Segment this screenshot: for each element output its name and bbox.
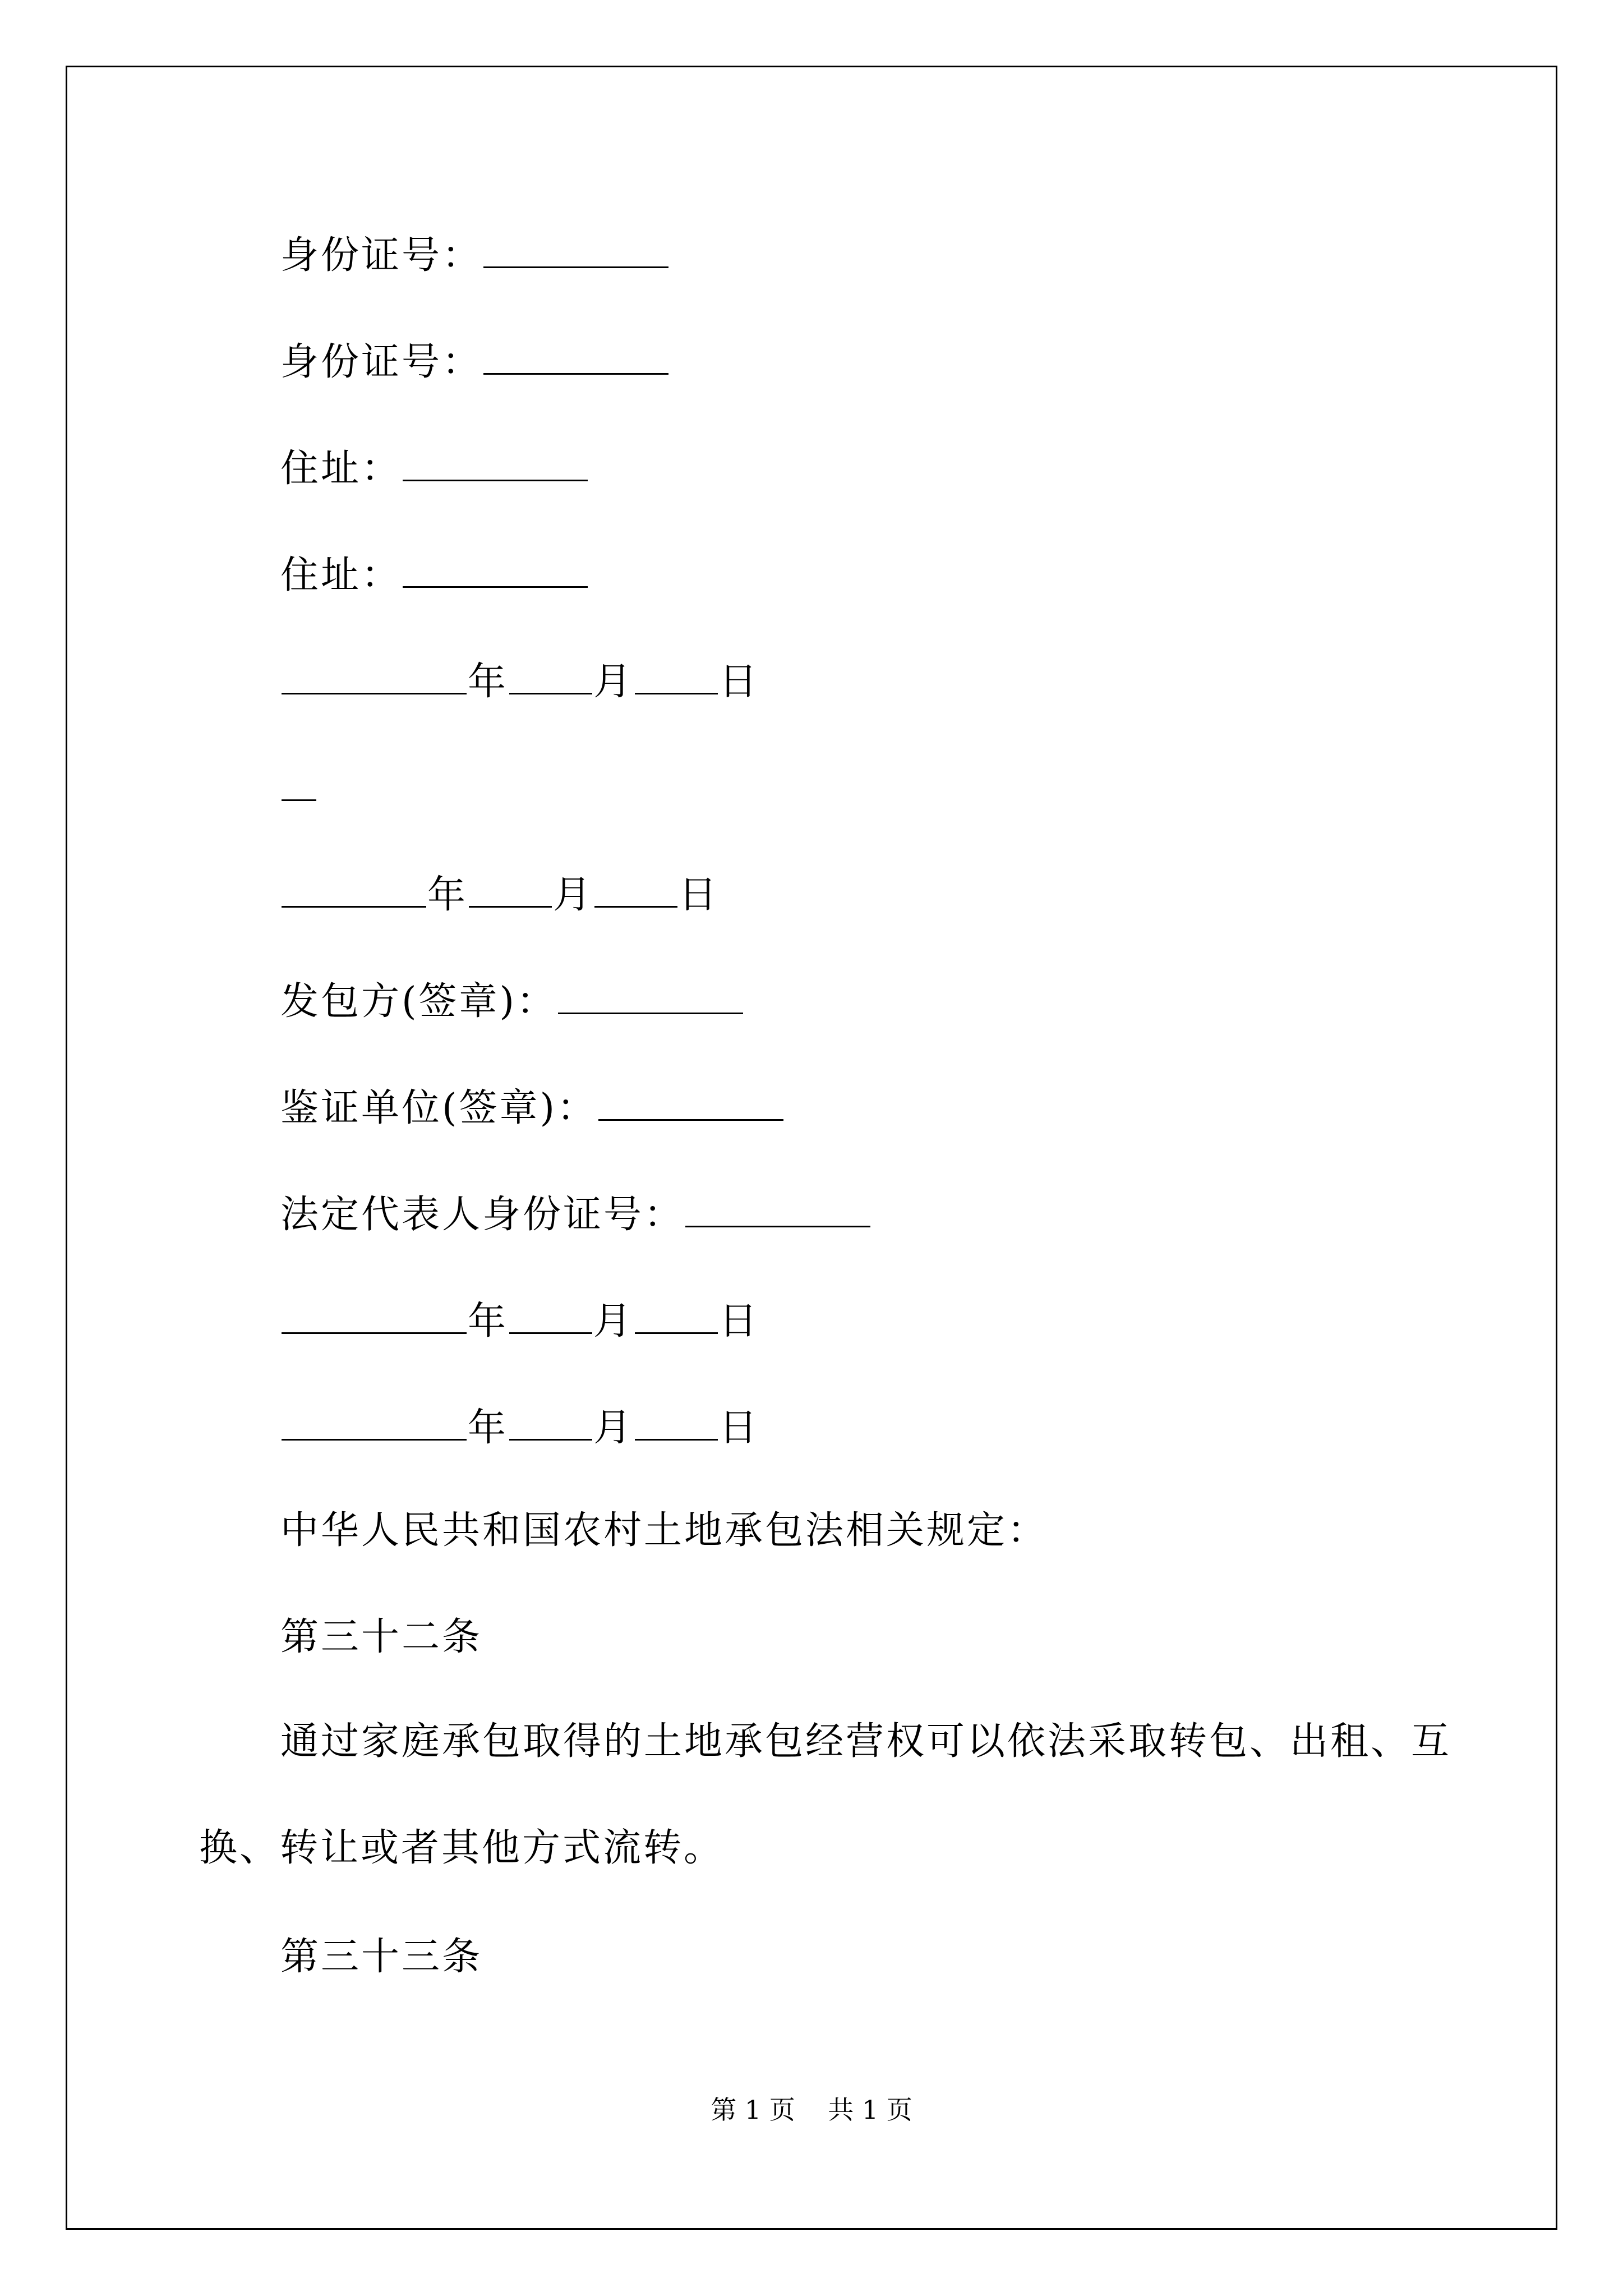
stray-blank[interactable]: [282, 766, 316, 801]
month-label: 月: [553, 873, 594, 917]
id-number-blank-1[interactable]: [483, 233, 668, 268]
id-number-label-1: 身份证号：: [280, 233, 483, 278]
article-32-text: 通过家庭承包取得的土地承包经营权可以依法采取转包、出租、互换、转让或者其他方式流转。: [199, 1719, 1452, 1870]
date-line-3: [280, 1299, 759, 1341]
day-blank[interactable]: [635, 659, 718, 694]
day-blank[interactable]: [635, 1405, 718, 1441]
date-line-1: [280, 659, 760, 704]
month-blank[interactable]: [509, 659, 592, 694]
article-33-heading: 第三十三条: [280, 1935, 483, 1979]
month-blank[interactable]: [509, 1405, 592, 1441]
address-blank-1[interactable]: [403, 446, 588, 481]
day-label: 日: [679, 873, 720, 917]
legal-rep-id-blank[interactable]: [685, 1192, 870, 1227]
stray-blank-line: [280, 766, 317, 808]
day-blank[interactable]: [594, 872, 677, 908]
year-blank[interactable]: [282, 1299, 467, 1334]
page-number-footer: 第 1 页 共 1 页: [711, 2095, 912, 2125]
year-blank[interactable]: [282, 1405, 467, 1441]
id-number-line-1: [280, 233, 670, 278]
day-blank[interactable]: [635, 1299, 718, 1334]
month-label: 月: [593, 1299, 634, 1343]
id-number-blank-2[interactable]: [483, 339, 668, 375]
contractor-sign-label: 发包方(签章)：: [280, 979, 557, 1024]
day-label: 日: [719, 1299, 760, 1343]
contractor-sign-blank[interactable]: [558, 979, 743, 1014]
year-label: 年: [468, 1299, 509, 1343]
contractor-sign-line: [280, 979, 744, 1024]
address-line-2: [280, 553, 589, 595]
legal-rep-id-line: [280, 1192, 872, 1237]
day-label: 日: [719, 1406, 760, 1450]
month-label: 月: [593, 1406, 634, 1450]
address-label-2: 住址：: [280, 553, 402, 597]
year-label: 年: [468, 660, 509, 704]
year-blank[interactable]: [282, 659, 467, 694]
year-label: 年: [468, 1406, 509, 1450]
law-heading: 中华人民共和国农村土地承包法相关规定：: [280, 1508, 1048, 1553]
page-border: [66, 66, 1557, 2230]
date-line-4: [280, 1405, 760, 1450]
month-blank[interactable]: [469, 872, 552, 908]
legal-rep-id-label: 法定代表人身份证号：: [280, 1193, 685, 1237]
date-line-2: [280, 872, 720, 917]
address-line-1: [280, 446, 589, 491]
id-number-line-2: [280, 339, 670, 384]
article-32-heading: 第三十二条: [280, 1615, 483, 1659]
address-label-1: 住址：: [280, 447, 402, 491]
month-label: 月: [593, 660, 634, 704]
verifier-sign-line: [280, 1085, 785, 1128]
day-label: 日: [719, 660, 760, 704]
id-number-label-2: 身份证号：: [280, 340, 483, 384]
year-label: 年: [427, 873, 468, 917]
month-blank[interactable]: [509, 1299, 592, 1334]
year-blank[interactable]: [282, 872, 426, 908]
verifier-sign-blank[interactable]: [598, 1085, 783, 1121]
address-blank-2[interactable]: [403, 553, 588, 588]
verifier-sign-label: 鉴证单位(签章)：: [280, 1086, 598, 1130]
